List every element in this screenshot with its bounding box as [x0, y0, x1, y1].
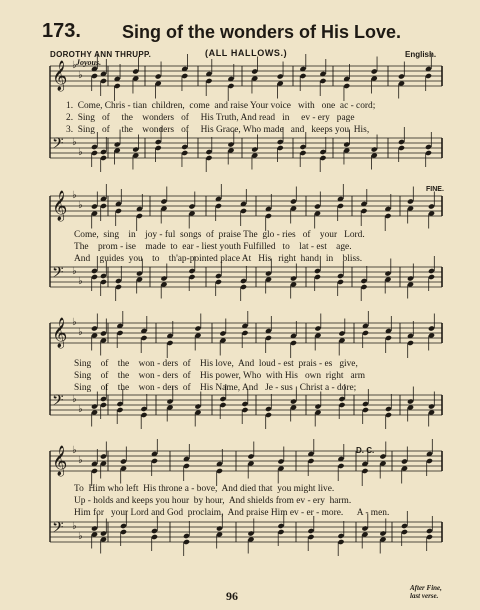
lyric-line: Up - holds and keeps you hour by hour, And shields from ev - ery harm.	[74, 496, 352, 506]
flat-sign: ♭	[78, 276, 83, 287]
flat-sign: ♭	[72, 137, 77, 148]
lyric-line: 2. Sing of the wonders of His Truth, And read in ev - ery page	[66, 113, 355, 123]
bass-clef: 𝄢	[52, 264, 64, 285]
bass-clef: 𝄢	[52, 392, 64, 413]
lyric-line: 1. Come, Chris - tian children, come and raise Your voice with one ac - cord;	[66, 101, 376, 111]
flat-sign: ♭	[78, 404, 83, 415]
hymn-title: Sing of the wonders of His Love.	[122, 22, 402, 42]
flat-sign: ♭	[72, 445, 77, 456]
tune-name: (ALL HALLOWS.)	[205, 48, 288, 58]
lyric-line: Him for your Lord and God proclaim, And praise Him ev - er - more. A - men.	[74, 508, 390, 518]
tempo-marking: Joyous.	[76, 58, 102, 67]
composer-credit: DOROTHY ANN THRUPP.	[50, 50, 152, 59]
lyric-line: Come, sing in joy - ful songs of praise The glo - ries of your Lord.	[74, 230, 365, 240]
flat-sign: ♭	[78, 70, 83, 81]
flat-sign: ♭	[78, 455, 83, 466]
bass-clef: 𝄢	[52, 135, 64, 156]
lyric-line: To Him who left His throne a - bove, And died that you might live.	[74, 484, 335, 494]
flat-sign: ♭	[78, 200, 83, 211]
lyric-line: 3. Sing of the wonders of His Grace, Who made and keeps you His,	[66, 125, 370, 135]
page-number: 96	[226, 589, 238, 603]
flat-sign: ♭	[78, 147, 83, 158]
flat-sign: ♭	[78, 531, 83, 542]
lyric-line: Sing of the won - ders of His power, Who with His own right arm	[74, 371, 366, 381]
flat-sign: ♭	[72, 394, 77, 405]
flat-sign: ♭	[72, 190, 77, 201]
after-fine-note: After Fine, last verse.	[410, 584, 442, 600]
da-capo-marking: D. C.	[356, 446, 375, 455]
treble-clef: 𝄞	[52, 191, 68, 221]
flat-sign: ♭	[72, 266, 77, 277]
flat-sign: ♭	[72, 317, 77, 328]
flat-sign: ♭	[72, 60, 77, 71]
fine-marking: FINE.	[426, 186, 444, 193]
flat-sign: ♭	[78, 327, 83, 338]
lyric-line: And guides you to th'ap-pointed place At His right hand in bliss.	[74, 254, 363, 264]
treble-clef: 𝄞	[52, 318, 68, 348]
flat-sign: ♭	[72, 521, 77, 532]
tune-origin: English.	[405, 50, 437, 59]
hymn-number: 173.	[42, 20, 81, 42]
treble-clef: 𝄞	[52, 61, 68, 91]
treble-clef: 𝄞	[52, 446, 68, 476]
bass-clef: 𝄢	[52, 519, 64, 540]
lyric-line: Sing of the won - ders of His Name, And Je - sus Christ a - dore;	[74, 383, 357, 393]
lyric-line: The prom - ise made to ear - liest youth Fulfilled to lat - est age.	[74, 242, 352, 252]
lyric-line: Sing of the won - ders of His love, And loud - est prais - es give,	[74, 359, 358, 369]
